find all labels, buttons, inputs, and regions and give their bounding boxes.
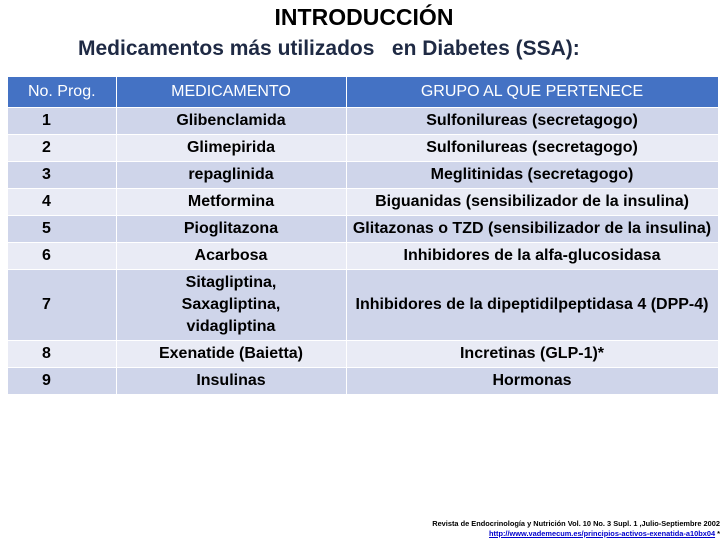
drug-name: Pioglitazona [116, 216, 346, 243]
reference-link[interactable]: http://www.vademecum.es/principios-activos-exenatida-a10bx04 [489, 529, 716, 538]
row-number: 8 [8, 341, 116, 368]
reference-link-suffix: * [715, 529, 720, 538]
table-row [8, 368, 718, 395]
drug-name: repaglinida [116, 162, 346, 189]
drug-name: Sitagliptina, Saxagliptina, vidagliptina [116, 270, 346, 341]
reference-citation: Revista de Endocrinología y Nutrición Vol. 10 No. 3 Supl. 1 ,Julio-Septiembre 2002 [432, 519, 720, 528]
drug-name: Exenatide (Baietta) [116, 341, 346, 368]
drug-group: Hormonas [346, 368, 718, 395]
header-medicamento: MEDICAMENTO [116, 77, 346, 108]
reference-footer [380, 519, 720, 539]
drug-group: Sulfonilureas (secretagogo) [346, 135, 718, 162]
reference-link-line [380, 529, 720, 539]
table-row [8, 216, 718, 243]
header-no-prog: No. Prog. [8, 77, 116, 108]
table-row [8, 108, 718, 135]
drug-name: Metformina [116, 189, 346, 216]
drug-group: Incretinas (GLP-1)* [346, 341, 718, 368]
table-header-row [8, 77, 718, 108]
row-number: 5 [8, 216, 116, 243]
table-row [8, 243, 718, 270]
row-number: 1 [8, 108, 116, 135]
drug-group: Inhibidores de la alfa-glucosidasa [346, 243, 718, 270]
drug-name: Glimepirida [116, 135, 346, 162]
row-number: 7 [8, 270, 116, 341]
row-number: 6 [8, 243, 116, 270]
header-grupo: GRUPO AL QUE PERTENECE [346, 77, 718, 108]
table-row [8, 270, 718, 341]
slide-subtitle: Medicamentos más utilizados en Diabetes (SSA): [78, 37, 580, 60]
table-row [8, 189, 718, 216]
medications-table [8, 77, 719, 395]
drug-group: Biguanidas (sensibilizador de la insulina) [346, 189, 718, 216]
row-number: 2 [8, 135, 116, 162]
drug-name: Glibenclamida [116, 108, 346, 135]
table-row [8, 341, 718, 368]
drug-group: Inhibidores de la dipeptidilpeptidasa 4 (DPP-4) [346, 270, 718, 341]
row-number: 3 [8, 162, 116, 189]
drug-group: Glitazonas o TZD (sensibilizador de la insulina) [346, 216, 718, 243]
slide-title: INTRODUCCIÓN [274, 4, 454, 30]
drug-name: Insulinas [116, 368, 346, 395]
drug-group: Meglitinidas (secretagogo) [346, 162, 718, 189]
row-number: 9 [8, 368, 116, 395]
table-row [8, 162, 718, 189]
drug-name: Acarbosa [116, 243, 346, 270]
table-row [8, 135, 718, 162]
drug-group: Sulfonilureas (secretagogo) [346, 108, 718, 135]
row-number: 4 [8, 189, 116, 216]
